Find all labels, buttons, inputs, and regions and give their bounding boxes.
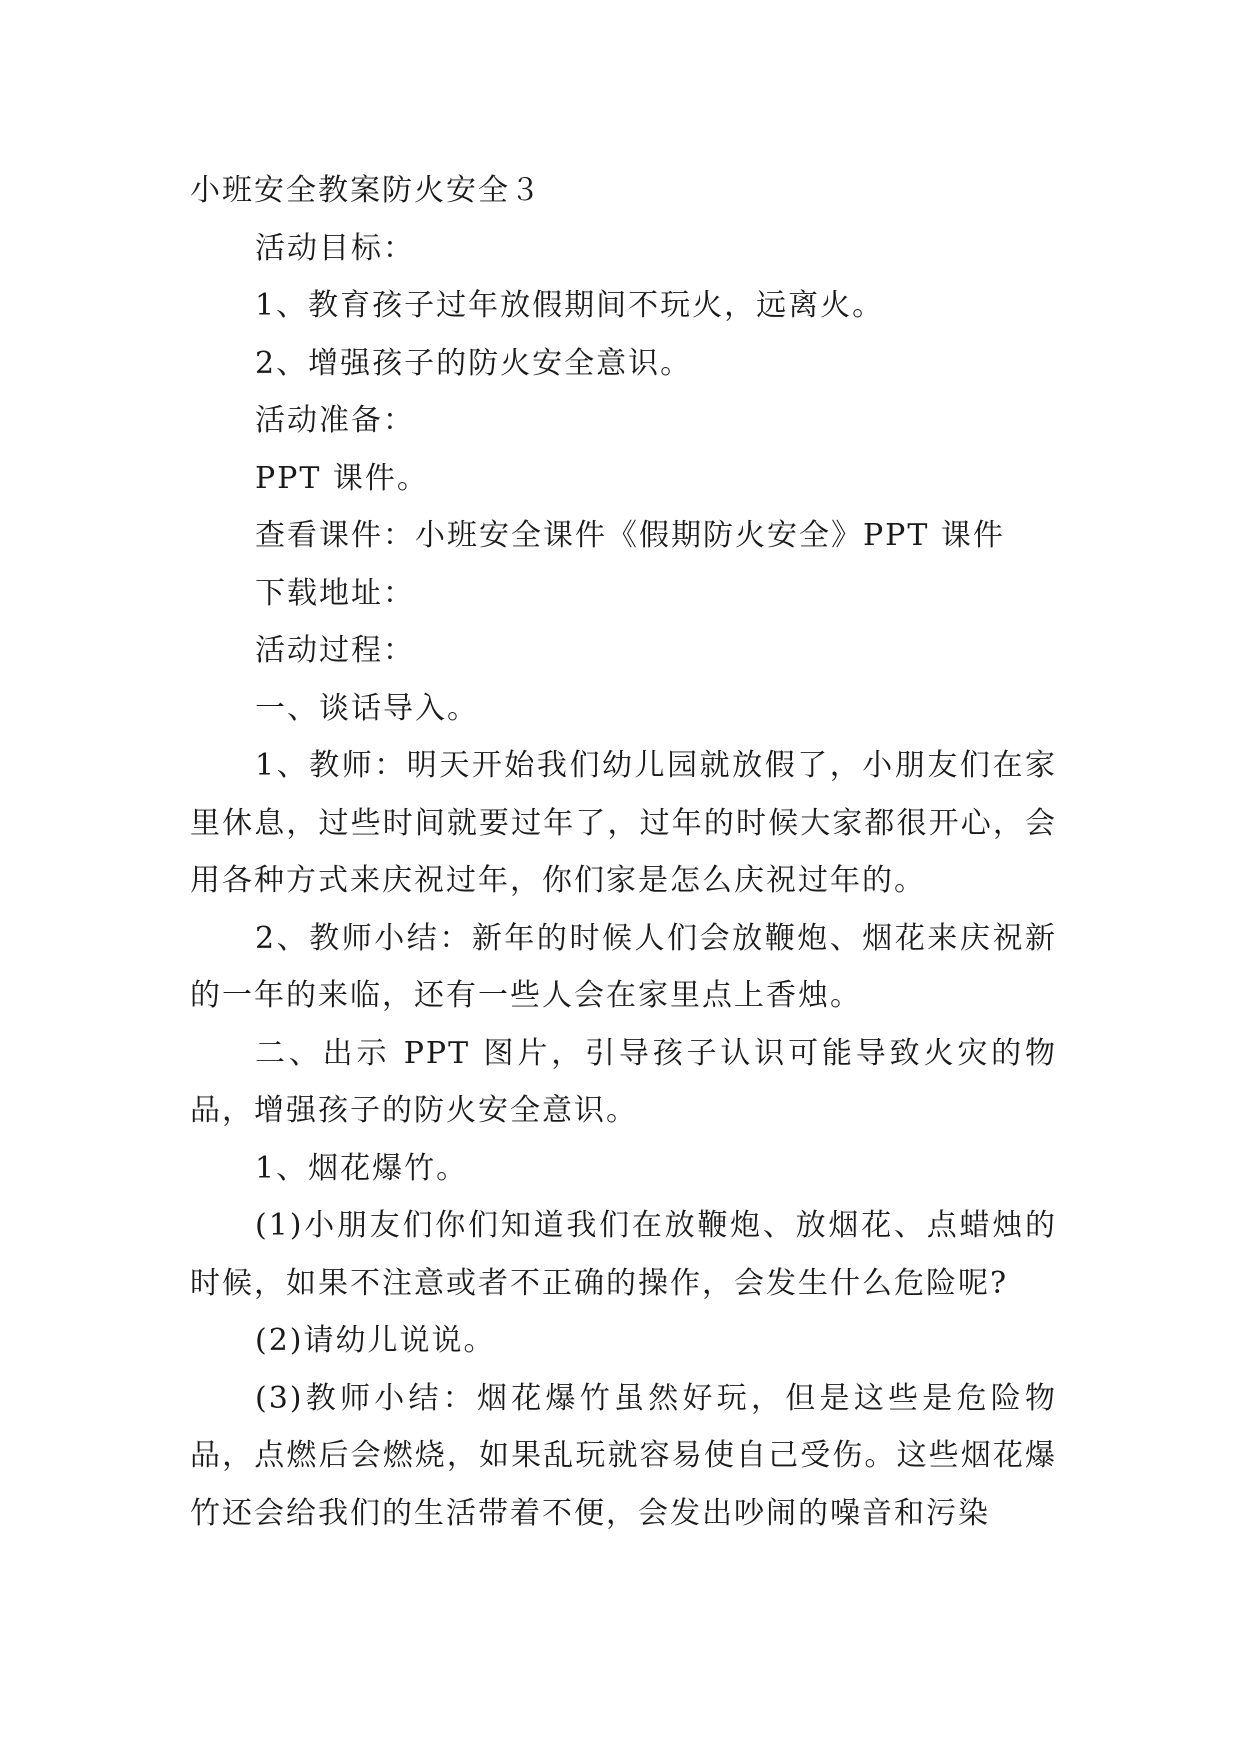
document-body [190, 162, 1057, 1542]
paragraph: 2、增强孩子的防火安全意识。 [255, 345, 693, 381]
paragraph: 查看课件：小班安全课件《假期防火安全》PPT 课件 [255, 518, 1005, 553]
paragraph: 活动目标： [255, 230, 415, 266]
paragraph: 活动过程： [255, 633, 415, 668]
paragraph: 2、教师小结：新年的时候人们会放鞭炮、烟花来庆祝新的一年的来临，还有一些人会在家里点上香烛。 [190, 920, 1057, 1013]
paragraph: 活动准备： [255, 403, 415, 438]
paragraph: 1、教育孩子过年放假期间不玩火，远离火。 [255, 288, 885, 323]
paragraph: 二、出示 PPT 图片，引导孩子认识可能导致火灾的物品，增强孩子的防火安全意识。 [190, 1035, 1057, 1128]
paragraph: (2)请幼儿说说。 [255, 1323, 496, 1358]
paragraph: 1、教师：明天开始我们幼儿园就放假了，小朋友们在家里休息，过些时间就要过年了，过年的时候大家都很开心，会用各种方式来庆祝过年，你们家是怎么庆祝过年的。 [190, 748, 1057, 898]
paragraph: 一、谈话导入。 [255, 690, 479, 726]
paragraph: PPT 课件。 [255, 460, 429, 496]
document-title: 小班安全教案防火安全３ [190, 173, 542, 208]
paragraph: 1、烟花爆竹。 [255, 1150, 469, 1186]
paragraph: 下载地址： [255, 575, 415, 611]
paragraph: (3)教师小结：烟花爆竹虽然好玩，但是这些是危险物品，点燃后会燃烧，如果乱玩就容易使自己受伤。这些烟花爆竹还会给我们的生活带着不便，会发出吵闹的噪音和污染 [190, 1380, 1057, 1531]
paragraph: (1)小朋友们你们知道我们在放鞭炮、放烟花、点蜡烛的时候，如果不注意或者不正确的操作，会发生什么危险呢? [190, 1208, 1057, 1301]
